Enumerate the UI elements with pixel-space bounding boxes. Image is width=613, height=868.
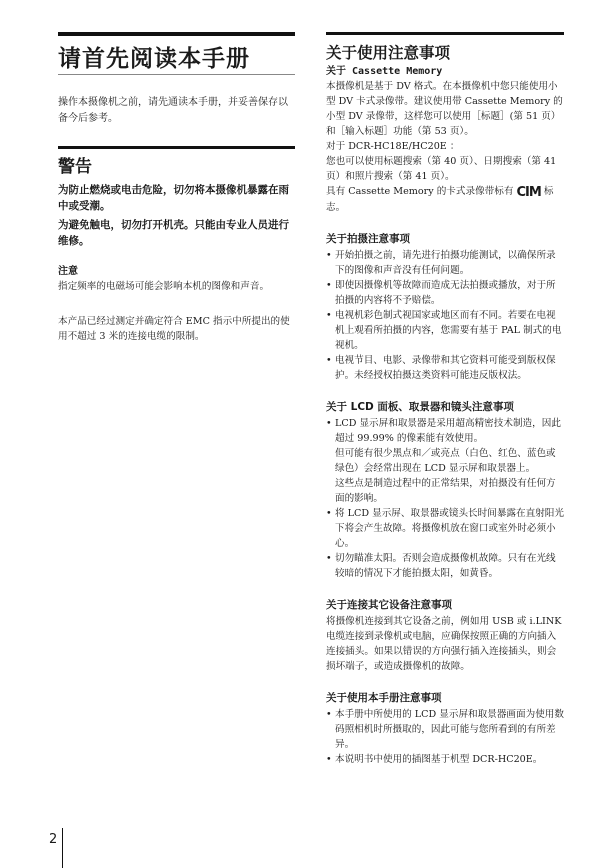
cassette-section: [326, 65, 564, 215]
list-item: • 开始拍摄之前，请先进行拍摄功能测试，以确保所录下的图像和声音没有任何问题。: [326, 248, 564, 278]
left-column: [58, 32, 295, 344]
section-title: 关于使用注意事项: [326, 44, 451, 62]
page-number: 2: [49, 832, 58, 847]
title-rule: [58, 32, 295, 36]
warning-rule: [58, 146, 295, 149]
list-item: • 将 LCD 显示屏、取景器或镜头长时间暴露在直射阳光下将会产生故障。将摄像机放在窗口或室外时必须小心。: [326, 506, 564, 551]
title-underline: [58, 74, 295, 75]
right-column: [326, 32, 564, 767]
list-item: • 切勿瞄准太阳。否则会造成摄像机故障。只有在光线较暗的情况下才能拍摄太阳，如黄昏。: [326, 551, 564, 581]
manual-heading: 关于使用本手册注意事项: [326, 692, 442, 704]
connect-heading: 关于连接其它设备注意事项: [326, 599, 452, 611]
notice-title: 注意: [58, 266, 78, 277]
list-item: [326, 416, 564, 506]
cassette-logo-post: 标志。: [326, 186, 554, 213]
shooting-list: [326, 248, 564, 383]
notice-text: 指定频率的电磁场可能会影响本机的图像和声音。: [58, 281, 270, 292]
cassette-heading: 关于 Cassette Memory: [326, 66, 443, 77]
cassette-memory-logo-icon: CIM: [516, 185, 541, 200]
lcd-item1-c: 这些点是制造过程中的正常结果，对拍摄没有任何方面的影响。: [335, 478, 556, 504]
list-item: • 本手册中所使用的 LCD 显示屏和取景器画面为使用数码照相机时所摄取的，因此可能与您所看到的有所差异。: [326, 707, 564, 752]
section-rule: [326, 32, 564, 35]
warning-title: 警告: [58, 157, 92, 177]
warning-fire-text: 为防止燃烧或电击危险，切勿将本摄像机暴露在雨中或受潮。: [58, 184, 289, 212]
lcd-item1-a: • LCD 显示屏和取景器是采用超高精密技术制造，因此超过 99.99% 的像素能有效使用。: [335, 418, 561, 444]
list-item: • 电视节目、电影、录像带和其它资料可能受到版权保护。未经授权拍摄这类资料可能违反版权法。: [326, 353, 564, 383]
emc-text: 本产品已经过测定并确定符合 EMC 指示中所提出的使用不超过 3 米的连接电缆的限制。: [58, 316, 290, 342]
page-number-rule: [62, 828, 63, 868]
warning-shock-text: 为避免触电，切勿打开机壳。只能由专业人员进行维修。: [58, 219, 289, 247]
cassette-logo-pre: 具有 Cassette Memory 的卡式录像带标有: [326, 186, 514, 197]
connect-section: [326, 598, 564, 674]
connect-text: 将摄像机连接到其它设备之前，例如用 USB 或 i.LINK 电缆连接到录像机或电脑，应确保按照正确的方向插入连接插头。如果以错误的方向强行插入连接插头，则会损坏端子，或造成摄像机的故障。: [326, 616, 562, 672]
list-item: • 即使因摄像机等故障而造成无法拍摄或播放，对于所拍摄的内容将不予赔偿。: [326, 278, 564, 308]
manual-list: [326, 707, 564, 767]
lcd-section: [326, 400, 564, 581]
lcd-heading: 关于 LCD 面板、取景器和镜头注意事项: [326, 401, 514, 413]
cassette-models: 对于 DCR-HC18E/HC20E ：: [326, 141, 460, 152]
cassette-logo-line: [326, 184, 564, 215]
list-item: • 本说明书中使用的插图基于机型 DCR-HC20E。: [326, 752, 564, 767]
manual-section: [326, 691, 564, 767]
shooting-section: [326, 232, 564, 383]
lcd-item1-b: 但可能有很少黑点和／或亮点（白色、红色、蓝色或绿色）会经常出现在 LCD 显示屏和取景器上。: [335, 448, 556, 474]
lcd-list: [326, 416, 564, 581]
shooting-heading: 关于拍摄注意事项: [326, 233, 410, 245]
list-item: • 电视机彩色制式视国家或地区而有不同。若要在电视机上观看所拍摄的内容，您需要有基于 PAL 制式的电视机。: [326, 308, 564, 353]
cassette-text: 本摄像机是基于 DV 格式。在本摄像机中您只能使用小型 DV 卡式录像带。建议使用带 Cassette Memory 的小型 DV 录像带，这样您可以使用［标题］(第 51 页）和［输入标题］功能（第 53 页）。: [326, 81, 563, 137]
cassette-search: 您也可以使用标题搜索（第 40 页）、日期搜索（第 41 页）和照片搜索（第 41 页）。: [326, 156, 557, 182]
intro-text: 操作本摄像机之前，请先通读本手册，并妥善保存以备今后参考。: [58, 97, 288, 124]
page-title: 请首先阅读本手册: [58, 46, 250, 72]
